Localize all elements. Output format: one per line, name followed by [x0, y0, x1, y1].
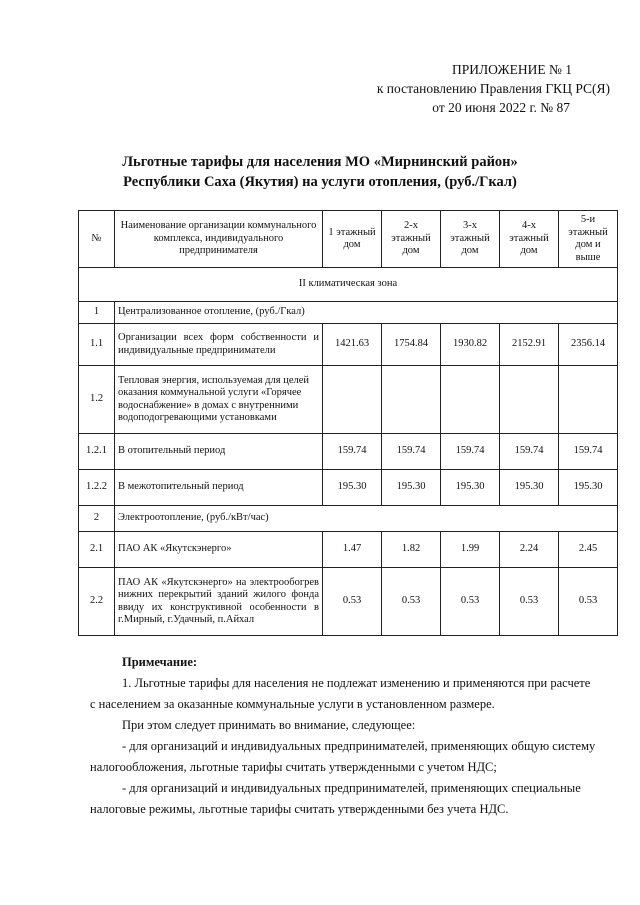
- note-paragraph-1: 1. Льготные тарифы для населения не подлежат изменению и применяются при расчете: [122, 676, 591, 690]
- table-row: [79, 324, 618, 366]
- header-floor-4: 4-х этажный дом: [500, 211, 559, 268]
- row-name: Тепловая энергия, используемая для целей оказания коммунальной услуги «Горячее водоснабжение» в домах с внутренними водоподогревающими установками: [115, 366, 323, 434]
- note-paragraph-4-cont: налоговые режимы, льготные тарифы считать утвержденными без учета НДС.: [90, 802, 509, 816]
- appendix-header: [377, 60, 610, 117]
- value-floor-2: 159.74: [382, 434, 441, 470]
- value-floor-2: 1.82: [382, 532, 441, 568]
- row-number: 2.1: [79, 532, 115, 568]
- row-number: 2: [79, 506, 115, 532]
- note-section: [90, 652, 610, 820]
- value-floor-4: 0.53: [500, 568, 559, 636]
- table-row: [79, 434, 618, 470]
- row-number: 1.2.1: [79, 434, 115, 470]
- value-floor-2: 1754.84: [382, 324, 441, 366]
- table-header-row: [79, 211, 618, 268]
- header-floor-3: 3-х этажный дом: [441, 211, 500, 268]
- value-floor-5-plus: [559, 366, 618, 434]
- value-floor-5-plus: 159.74: [559, 434, 618, 470]
- title-line-1: Льготные тарифы для населения МО «Мирнинский район»: [122, 154, 518, 170]
- table-row: [79, 302, 618, 324]
- value-floor-1: 0.53: [323, 568, 382, 636]
- value-floor-2: 195.30: [382, 470, 441, 506]
- header-floor-5-plus: 5-и этажный дом и выше: [559, 211, 618, 268]
- note-heading: Примечание:: [122, 655, 198, 669]
- value-floor-2: 0.53: [382, 568, 441, 636]
- value-floor-4: 195.30: [500, 470, 559, 506]
- table-row: [79, 568, 618, 636]
- table-row: [79, 506, 618, 532]
- zone-row: [79, 268, 618, 302]
- value-floor-5-plus: 2356.14: [559, 324, 618, 366]
- appendix-date: от 20 июня 2022 г. № 87: [432, 100, 570, 115]
- section-name: Электроотопление, (руб./кВт/час): [115, 506, 618, 532]
- value-floor-4: 2152.91: [500, 324, 559, 366]
- note-paragraph-4: - для организаций и индивидуальных предпринимателей, применяющих специальные: [122, 781, 581, 795]
- value-floor-5-plus: 195.30: [559, 470, 618, 506]
- row-name: Организации всех форм собственности и индивидуальные предприниматели: [115, 324, 323, 366]
- value-floor-3: 1930.82: [441, 324, 500, 366]
- value-floor-2: [382, 366, 441, 434]
- value-floor-3: 0.53: [441, 568, 500, 636]
- row-name: В отопительный период: [115, 434, 323, 470]
- value-floor-5-plus: 2.45: [559, 532, 618, 568]
- tariff-table: [78, 210, 618, 636]
- note-paragraph-2: При этом следует принимать во внимание, следующее:: [122, 718, 416, 732]
- header-organization: Наименование организации коммунального комплекса, индивидуального предпринимателя: [115, 211, 323, 268]
- value-floor-4: [500, 366, 559, 434]
- row-name: В межотопительный период: [115, 470, 323, 506]
- row-number: 1.2: [79, 366, 115, 434]
- value-floor-1: 159.74: [323, 434, 382, 470]
- row-number: 1.2.2: [79, 470, 115, 506]
- row-number: 1.1: [79, 324, 115, 366]
- value-floor-3: 195.30: [441, 470, 500, 506]
- value-floor-4: 159.74: [500, 434, 559, 470]
- appendix-reference: к постановлению Правления ГКЦ РС(Я): [376, 81, 610, 96]
- section-name: Централизованное отопление, (руб./Гкал): [115, 302, 618, 324]
- value-floor-1: 1.47: [323, 532, 382, 568]
- row-name: ПАО АК «Якутскэнерго»: [115, 532, 323, 568]
- value-floor-1: [323, 366, 382, 434]
- row-number: 2.2: [79, 568, 115, 636]
- value-floor-4: 2.24: [500, 532, 559, 568]
- value-floor-3: [441, 366, 500, 434]
- note-paragraph-1-cont: с населением за оказанные коммунальные услуги в установленном размере.: [90, 697, 495, 711]
- title-line-2: Республики Саха (Якутия) на услуги отопления, (руб./Гкал): [123, 174, 517, 190]
- note-paragraph-3-cont: налогообложения, льготные тарифы считать утвержденными с учетом НДС;: [90, 760, 497, 774]
- document-title: [0, 152, 640, 192]
- table-row: [79, 470, 618, 506]
- climate-zone: II климатическая зона: [79, 268, 618, 302]
- value-floor-1: 1421.63: [323, 324, 382, 366]
- row-name: ПАО АК «Якутскэнерго» на электрообогрев нижних перекрытий зданий жилого фонда ввиду их конструктивной особенности в г.Мирный, г.Удачный, п.Айхал: [115, 568, 323, 636]
- value-floor-3: 159.74: [441, 434, 500, 470]
- value-floor-1: 195.30: [323, 470, 382, 506]
- note-paragraph-3: - для организаций и индивидуальных предпринимателей, применяющих общую систему: [122, 739, 596, 753]
- header-floor-2: 2-х этажный дом: [382, 211, 441, 268]
- table-row: [79, 366, 618, 434]
- value-floor-5-plus: 0.53: [559, 568, 618, 636]
- header-number: №: [79, 211, 115, 268]
- table-row: [79, 532, 618, 568]
- row-number: 1: [79, 302, 115, 324]
- appendix-title: ПРИЛОЖЕНИЕ № 1: [451, 62, 572, 77]
- header-floor-1: 1 этажный дом: [323, 211, 382, 268]
- value-floor-3: 1.99: [441, 532, 500, 568]
